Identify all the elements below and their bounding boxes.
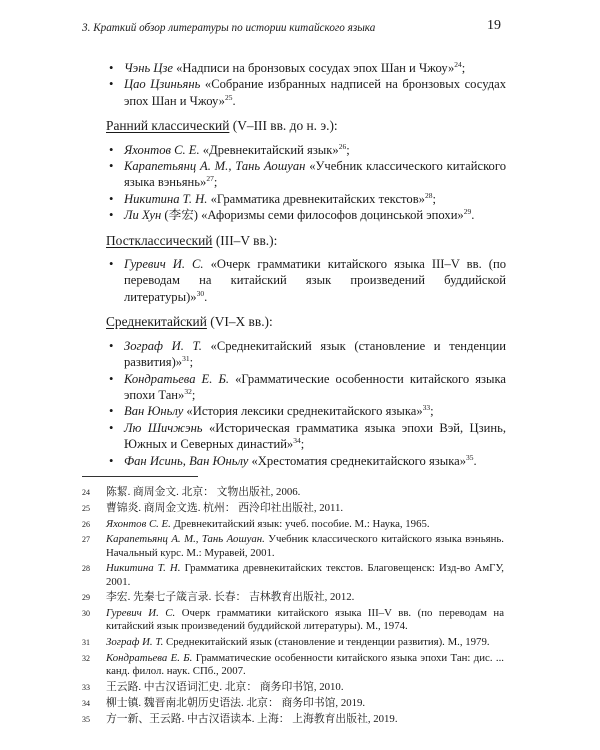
bullet-icon: • bbox=[109, 61, 114, 75]
footnote-body: Древнекитайский язык: учеб. пособие. М.: Наука, 1965. bbox=[170, 517, 430, 530]
footnote-body: 王云路. 中古汉语词汇史. 北京： 商务印书馆, 2010. bbox=[106, 680, 344, 693]
item-end-punct: . bbox=[471, 208, 475, 223]
item-end-punct: . bbox=[204, 289, 208, 304]
item-end-punct: ; bbox=[213, 175, 218, 190]
footnote-text bbox=[106, 607, 504, 633]
bibliography-list-item bbox=[106, 158, 506, 191]
footnote-number: 24 bbox=[82, 488, 90, 497]
footnote-text bbox=[106, 697, 504, 710]
footnote-number: 31 bbox=[82, 638, 90, 648]
footnote-body: 方一新、王云路. 中古汉语读本. 上海： 上海教育出版社, 2019. bbox=[106, 712, 398, 725]
footnote-item bbox=[82, 607, 504, 633]
item-author: Ван Юньлу bbox=[124, 404, 184, 419]
bibliography-list-item bbox=[106, 60, 506, 76]
bullet-icon: • bbox=[109, 420, 114, 435]
bibliography-list-item bbox=[106, 403, 506, 419]
item-title: «Древнекитайский язык» bbox=[199, 142, 339, 157]
footnote-author: Гуревич И. С. bbox=[106, 607, 176, 620]
footnote-item bbox=[82, 562, 504, 588]
footnote-item bbox=[82, 486, 504, 499]
footnote-text bbox=[106, 636, 504, 649]
footnote-text bbox=[106, 533, 504, 559]
item-title: «Очерк грамматики китайского языка III–V вв. (по переводам на китайский язык произведений буддийской литературы)» bbox=[124, 257, 506, 304]
footnote-body: 李宏. 先秦七子箴言录. 长春： 吉林教育出版社, 2012. bbox=[106, 591, 355, 604]
item-title: «Учебник классического китайского языка вэньянь» bbox=[124, 159, 506, 190]
running-title: 3. Краткий обзор литературы по истории китайского языка bbox=[82, 22, 376, 34]
footnote-number: 30 bbox=[82, 609, 90, 619]
item-author: Гуревич И. С. bbox=[124, 257, 204, 272]
item-author: Чэнь Цзе bbox=[124, 61, 173, 75]
bullet-icon: • bbox=[109, 142, 114, 157]
footnote-author: Зограф И. Т. bbox=[106, 636, 164, 649]
bibliography-list-item bbox=[106, 76, 506, 109]
item-end-punct: . bbox=[232, 93, 236, 108]
footnote-text bbox=[106, 681, 504, 694]
footnote-body: Очерк грамматики китайского языка III–V вв. (по переводам на китайский язык произведений буддийской литературы). М., 1974. bbox=[106, 607, 504, 633]
footnote-number: 29 bbox=[82, 593, 90, 603]
item-title: «История лексики среднекитайского языка» bbox=[183, 404, 423, 419]
item-end-punct: . bbox=[473, 453, 477, 468]
footnote-number: 33 bbox=[82, 682, 90, 692]
bullet-icon: • bbox=[109, 371, 114, 386]
item-author: Фан Исинь, Ван Юньлу bbox=[124, 453, 249, 468]
list-middle-chinese bbox=[106, 338, 506, 469]
item-author: Никитина Т. Н. bbox=[124, 191, 208, 206]
footnote-body: 陈絜. 商周金文. 北京： 文物出版社, 2006. bbox=[106, 486, 301, 498]
section-heading-early-classical bbox=[106, 118, 506, 134]
item-author: Ли Хун bbox=[124, 208, 162, 223]
footnote-ref: 24 bbox=[454, 59, 462, 69]
section-heading-label: Ранний классический bbox=[106, 118, 230, 134]
footnote-item bbox=[82, 636, 504, 649]
item-title: «Собрание избранных надписей на бронзовых сосудах эпох Шан и Чжоу» bbox=[124, 77, 506, 108]
section-heading-middle-chinese bbox=[106, 314, 506, 330]
bullet-icon: • bbox=[109, 208, 114, 223]
item-end-punct: ; bbox=[432, 191, 436, 206]
item-author: Карапетьянц А. М., Тань Аошуан bbox=[124, 159, 306, 174]
bullet-icon: • bbox=[109, 159, 114, 174]
item-title: «Историческая грамматика языка эпохи Вэй, Цзинь, Южных и Северных династий» bbox=[124, 420, 506, 452]
footnote-ref: 33 bbox=[422, 403, 431, 413]
bibliography-list-item bbox=[106, 338, 506, 371]
bibliography-list-item bbox=[106, 371, 506, 404]
list-post-classical bbox=[106, 256, 506, 305]
footnote-ref: 27 bbox=[206, 174, 214, 184]
footnote-number: 34 bbox=[82, 698, 90, 708]
section-heading-range: (V–III вв. до н. э.): bbox=[229, 118, 338, 134]
item-author: Цао Цзиньянь bbox=[124, 77, 201, 92]
item-title: «Среднекитайский язык (становление и тенденции развития)» bbox=[124, 338, 506, 370]
footnote-number: 26 bbox=[82, 519, 90, 529]
footnote-separator bbox=[82, 476, 198, 477]
bullet-icon: • bbox=[109, 257, 114, 272]
bibliography-list-item bbox=[106, 142, 506, 158]
footnote-ref: 31 bbox=[182, 353, 190, 363]
section-heading-label: Постклассический bbox=[106, 232, 213, 248]
footnote-ref: 26 bbox=[338, 141, 347, 151]
footnote-text bbox=[106, 652, 504, 678]
bibliography-list-item bbox=[106, 191, 506, 207]
footnote-ref: 25 bbox=[224, 92, 233, 102]
footnotes bbox=[82, 486, 504, 728]
footnote-author: Яхонтов С. Е. bbox=[106, 517, 171, 530]
footnote-item bbox=[82, 652, 504, 678]
section-heading-post-classical bbox=[106, 233, 506, 249]
footnote-ref: 30 bbox=[196, 288, 205, 298]
item-title: (李宏) «Афоризмы семи философов доцинськой эпохи» bbox=[161, 208, 464, 223]
item-end-punct: ; bbox=[430, 404, 434, 419]
footnote-body: Грамматика древнекитайских текстов. Благовещенск: Изд-во АмГУ, 2001. bbox=[106, 562, 504, 588]
footnote-text bbox=[106, 502, 504, 515]
item-author: Зограф И. Т. bbox=[124, 338, 202, 353]
footnote-text bbox=[106, 591, 504, 604]
footnote-item bbox=[82, 502, 504, 515]
footnote-number: 35 bbox=[82, 714, 90, 724]
bullet-icon: • bbox=[109, 77, 114, 92]
list-early-classical bbox=[106, 142, 506, 224]
item-author: Яхонтов С. Е. bbox=[124, 142, 200, 157]
footnote-body: Грамматические особенности китайского языка эпохи Тан: дис. ... канд. филол. наук. СПб., 2007. bbox=[106, 651, 504, 678]
section-heading-range: (III–V вв.): bbox=[212, 232, 278, 248]
footnote-ref: 32 bbox=[184, 386, 192, 396]
item-end-punct: ; bbox=[191, 387, 196, 402]
footnote-number: 32 bbox=[82, 653, 90, 663]
footnote-author: Никитина Т. Н. bbox=[106, 562, 181, 575]
item-title: «Грамматика древнекитайских текстов» bbox=[207, 191, 425, 206]
bibliography-list-item bbox=[106, 207, 506, 223]
item-title: «Хрестоматия среднекитайского языка» bbox=[248, 453, 467, 468]
item-end-punct: ; bbox=[189, 355, 194, 370]
item-title: «Надписи на бронзовых сосудах эпох Шан и Чжоу» bbox=[172, 61, 455, 75]
item-end-punct: ; bbox=[461, 61, 466, 75]
bullet-icon: • bbox=[109, 404, 114, 419]
footnote-item bbox=[82, 681, 504, 694]
item-title: «Грамматические особенности китайского языка эпохи Тан» bbox=[124, 371, 506, 402]
footnote-text bbox=[106, 562, 504, 588]
item-end-punct: ; bbox=[300, 437, 305, 452]
section-heading-label: Среднекитайский bbox=[106, 314, 207, 330]
footnote-author: Карапетьянц А. М., Тань Аошуан. bbox=[106, 533, 265, 546]
footnote-body: 柳士镇. 魏晋南北朝历史语法. 北京： 商务印书馆, 2019. bbox=[106, 696, 366, 709]
bibliography-list-item bbox=[106, 453, 506, 469]
bullet-icon: • bbox=[109, 453, 114, 468]
footnote-item bbox=[82, 713, 504, 726]
footnote-body: Среднекитайский язык (становление и тенденции развития). М., 1979. bbox=[163, 636, 490, 649]
section-heading-range: (VI–X вв.): bbox=[206, 314, 273, 330]
item-author: Кондратьева Е. Б. bbox=[124, 371, 230, 386]
bullet-icon: • bbox=[109, 338, 114, 353]
footnote-item bbox=[82, 591, 504, 604]
item-author: Лю Шичжэнь bbox=[124, 420, 203, 435]
footnote-number: 28 bbox=[82, 564, 90, 574]
footnote-number: 27 bbox=[82, 535, 90, 545]
footnote-item bbox=[82, 518, 504, 531]
footnote-body: 曹锦炎. 商周金文选. 杭州： 西泠印社出版社, 2011. bbox=[106, 501, 344, 514]
page-number: 19 bbox=[487, 18, 501, 33]
bullet-icon: • bbox=[109, 191, 114, 206]
footnote-ref: 35 bbox=[466, 452, 474, 462]
footnote-item bbox=[82, 533, 504, 559]
footnote-text bbox=[106, 518, 504, 531]
footnote-ref: 29 bbox=[463, 207, 472, 217]
footnote-ref: 34 bbox=[293, 435, 301, 445]
footnote-text bbox=[106, 486, 504, 499]
item-end-punct: ; bbox=[346, 142, 350, 157]
footnote-number: 25 bbox=[82, 503, 90, 513]
bibliography-list-item bbox=[106, 256, 506, 305]
footnote-text bbox=[106, 713, 504, 726]
list-bronze-inscriptions bbox=[106, 60, 506, 109]
bibliography-list-item bbox=[106, 420, 506, 453]
footnote-item bbox=[82, 697, 504, 710]
footnote-body: Учебник классического китайского языка вэньянь. Начальный курс. М.: Муравей, 2001. bbox=[106, 533, 504, 559]
footnote-ref: 28 bbox=[424, 190, 433, 200]
footnote-author: Кондратьева Е. Б. bbox=[106, 651, 193, 664]
page-body bbox=[106, 60, 506, 469]
